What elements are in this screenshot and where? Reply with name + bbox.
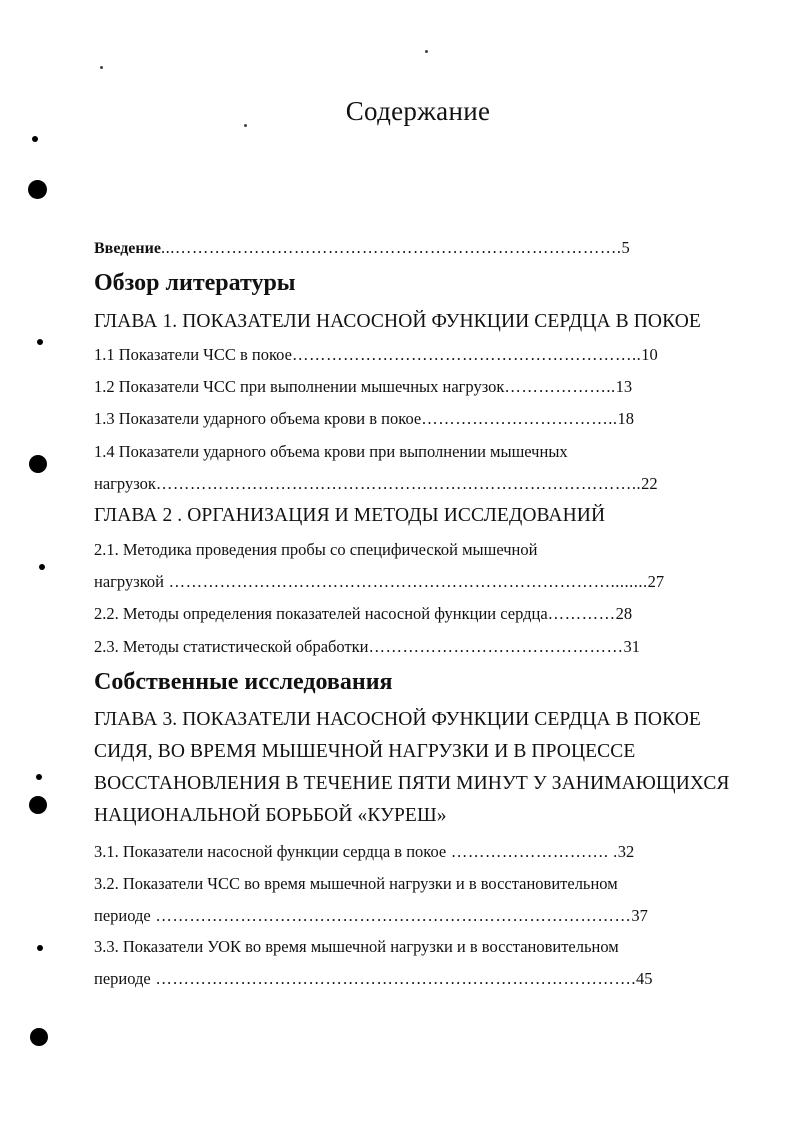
toc-page: 13: [615, 377, 633, 396]
punch-hole-mark: [32, 136, 38, 142]
toc-label: 2.3. Методы статистической обработки: [94, 637, 369, 656]
punch-hole-mark: [29, 455, 47, 473]
toc-label: Введение: [94, 240, 161, 257]
toc-label: 1.2 Показатели ЧСС при выполнении мышечных нагрузок: [94, 377, 505, 396]
toc-label: 1.3 Показатели ударного объема крови в покое: [94, 409, 422, 428]
toc-page: 22: [641, 474, 658, 493]
toc-label: нагрузкой: [94, 572, 164, 591]
toc-label: нагрузок: [94, 474, 156, 493]
chapter-3-title-line: ВОССТАНОВЛЕНИЯ В ТЕЧЕНИЕ ПЯТИ МИНУТ У ЗАНИМАЮЩИХСЯ: [94, 773, 730, 794]
scan-speck: [425, 50, 428, 53]
toc-label: 2.2. Методы определения показателей насосной функции сердца: [94, 604, 548, 623]
toc-entry-1-4: [94, 442, 568, 462]
toc-leader: ……………………………………………………………………........: [163, 572, 648, 591]
chapter-3-title-line: НАЦИОНАЛЬНОЙ БОРЬБОЙ «КУРЕШ»: [94, 805, 447, 826]
punch-hole-mark: [28, 180, 47, 199]
scan-speck: [100, 66, 103, 69]
chapter-1-title: ГЛАВА 1. ПОКАЗАТЕЛИ НАСОСНОЙ ФУНКЦИИ СЕРДЦА В ПОКОЕ: [94, 311, 701, 332]
section-heading-review: Обзор литературы: [94, 270, 296, 296]
punch-hole-mark: [37, 945, 43, 951]
toc-leader: ………………..: [504, 377, 616, 396]
toc-page: 45: [635, 969, 653, 988]
toc-label: периоде: [94, 969, 151, 988]
chapter-3-title-line: ГЛАВА 3. ПОКАЗАТЕЛИ НАСОСНОЙ ФУНКЦИИ СЕРДЦА В ПОКОЕ: [94, 709, 701, 730]
toc-entry-3-3: [94, 937, 619, 957]
toc-leader: ……………………………..: [421, 409, 618, 428]
toc-entry-1-2: [94, 377, 632, 397]
toc-leader: ………………………. .: [446, 842, 618, 861]
toc-label: 3.2. Показатели ЧСС во время мышечной нагрузки и в восстановительном: [94, 874, 618, 893]
toc-page: 27: [647, 572, 665, 591]
toc-label: 1.4 Показатели ударного объема крови при выполнении мышечных: [94, 442, 568, 461]
toc-label: 2.1. Методика проведения пробы со специфической мышечной: [94, 540, 538, 559]
punch-hole-mark: [37, 339, 43, 345]
section-heading-research: Собственные исследования: [94, 669, 393, 695]
chapter-2-title: ГЛАВА 2 . ОРГАНИЗАЦИЯ И МЕТОДЫ ИССЛЕДОВАНИЙ: [94, 505, 606, 526]
toc-leader: ……………………………………………………..: [291, 345, 642, 364]
toc-page: 37: [631, 906, 648, 925]
toc-page: 32: [617, 842, 635, 861]
page-title: Содержание: [345, 96, 491, 126]
toc-page: 10: [641, 345, 658, 364]
toc-label: 3.1. Показатели насосной функции сердца в покое: [94, 842, 447, 861]
toc-label: периоде: [94, 906, 151, 925]
toc-entry-3-1: [94, 842, 634, 862]
toc-label: 1.1 Показатели ЧСС в покое: [94, 345, 292, 364]
toc-page: 5: [621, 238, 630, 257]
toc-leader: …………: [547, 604, 616, 623]
toc-entry-1-4-cont: [94, 474, 658, 494]
toc-page: 31: [623, 637, 641, 656]
toc-entry-3-2: [94, 874, 618, 894]
toc-entry-2-1: [94, 540, 537, 560]
toc-page: 18: [617, 409, 634, 428]
toc-leader: …………………………………………………………………………: [150, 906, 632, 925]
toc-entry-3-3-cont: [94, 969, 652, 989]
punch-hole-mark: [39, 564, 45, 570]
toc-leader: ...…………………………………………………………………….: [160, 238, 622, 257]
toc-entry-2-1-cont: [94, 572, 664, 592]
toc-entry-2-3: [94, 637, 640, 657]
punch-hole-mark: [29, 796, 47, 814]
toc-label: 3.3. Показатели УОК во время мышечной нагрузки и в восстановительном: [94, 937, 619, 956]
toc-leader: ………………………………………: [368, 637, 624, 656]
punch-hole-mark: [30, 1028, 48, 1046]
chapter-3-title-line: СИДЯ, ВО ВРЕМЯ МЫШЕЧНОЙ НАГРУЗКИ И В ПРОЦЕССЕ: [94, 741, 636, 762]
toc-page: 28: [615, 604, 633, 623]
toc-entry-1-1: [94, 345, 658, 365]
punch-hole-mark: [36, 774, 42, 780]
toc-entry-3-2-cont: [94, 906, 648, 926]
toc-leader: …………………………………………………………………………..: [155, 474, 642, 493]
toc-entry-2-2: [94, 604, 632, 624]
toc-entry-intro: [94, 238, 630, 258]
toc-leader: ………………………………………………………………………….: [150, 969, 636, 988]
toc-entry-1-3: [94, 409, 634, 429]
